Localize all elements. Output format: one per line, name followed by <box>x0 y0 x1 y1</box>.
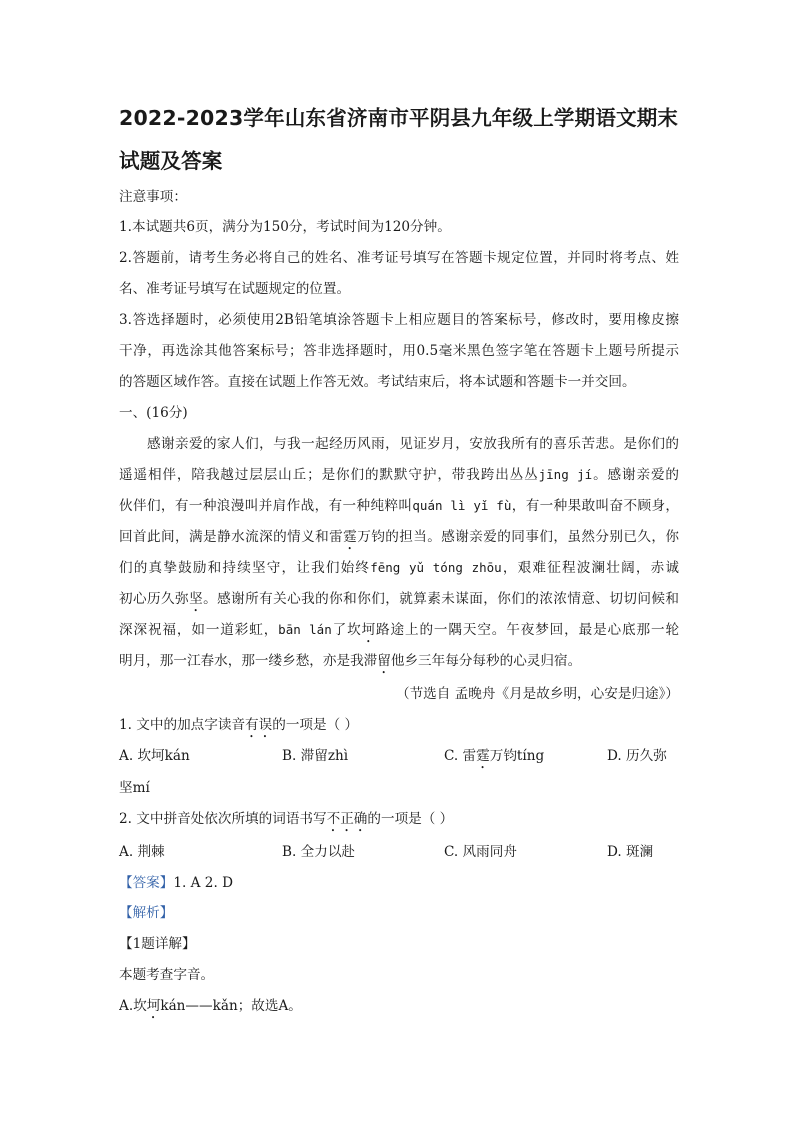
passage-text: 初心历久弥 <box>119 591 190 607</box>
dotted-character: 霆 <box>343 529 358 545</box>
analysis-text: A.坎 <box>119 998 147 1014</box>
pinyin-blank-1: jīng jí <box>538 467 593 482</box>
q2-option-c: C. 风雨同舟 <box>444 844 517 860</box>
passage-line-6 <box>119 589 679 615</box>
dotted-character: 留 <box>377 653 391 669</box>
answer-line <box>119 873 679 893</box>
dotted-emphasis: 有误 <box>245 717 273 733</box>
passage-text: 。感谢亲爱的 <box>592 467 679 483</box>
passage-line-7 <box>119 620 679 646</box>
passage-text: 深深祝福，如一道彩虹， <box>119 622 279 638</box>
question-2-stem <box>119 809 679 835</box>
passage-text: 回首此间，满是静水流深的情义和 <box>119 529 330 545</box>
dotted-character: 坚 <box>189 591 204 607</box>
passage-line-8 <box>119 651 679 677</box>
q2-option-b: B. 全力以赴 <box>282 844 356 860</box>
stem-text: 1. 文中的加点字读音 <box>119 717 246 733</box>
passage-text: 的担当。感谢亲爱的同事们，虽然分别已久，你 <box>385 529 679 545</box>
passage-line-4 <box>119 527 679 553</box>
q1-option-c <box>444 746 544 772</box>
answer-tag: 【答案】 <box>119 875 174 891</box>
option-text: 万钧tíng <box>489 748 545 764</box>
pinyin-blank-3: fēng yǔ tóng zhōu <box>370 560 502 575</box>
passage-text: 路途上的一隅天空。午夜梦回，最是心底那一轮 <box>376 622 679 638</box>
note-item-3-line-3: 的答题区域作答。直接在试题上作答无效。考试结束后，将本试题和答题卡一并交回。 <box>119 374 636 390</box>
analysis-text: kán——kǎn；故选A。 <box>160 998 302 1014</box>
question-1-stem <box>119 715 679 741</box>
stem-text: 的一项是（ ） <box>367 811 454 827</box>
passage-text: 万钧 <box>357 529 386 545</box>
passage-text: 明月，那一江春水，那一缕乡愁，亦是我滞 <box>119 653 378 669</box>
note-item-3-line-1: 3.答选择题时，必须使用2B铅笔填涂答题卡上相应题目的答案标号，修改时，要用橡皮擦 <box>119 312 679 328</box>
option-text: C. 雷 <box>444 748 477 764</box>
note-item-3-line-2: 干净，再选涂其他答案标号；答非选择题时，用0.5毫米黑色签字笔在答题卡上题号所提示 <box>119 343 679 359</box>
analysis-subsection: 【1题详解】 <box>119 936 196 952</box>
document-title-line-1: 2022-2023学年山东省济南市平阴县九年级上学期语文期末 <box>119 106 679 130</box>
passage-text: ，有一种果敢叫奋不顾身， <box>511 498 679 514</box>
stem-text: 的一项是（ ） <box>272 717 359 733</box>
note-item-1: 1.本试题共6页，满分为150分，考试时间为120分钟。 <box>119 219 451 235</box>
passage-line-3 <box>119 496 679 516</box>
passage-text: 了坎 <box>331 622 362 638</box>
q1-option-d-continued: 坚mí <box>119 780 150 796</box>
dotted-emphasis: 不正确 <box>326 811 368 827</box>
q2-option-d: D. 斑澜 <box>607 844 654 860</box>
analysis-tag: 【解析】 <box>119 905 174 921</box>
document-title-line-2: 试题及答案 <box>119 149 223 173</box>
passage-text: 他乡三年每分每秒的心灵归宿。 <box>390 653 582 669</box>
note-item-2-line-1: 2.答题前，请考生务必将自己的姓名、准考证号填写在答题卡规定位置，并同时将考点、姓 <box>119 250 679 266</box>
q1-option-d: D. 历久弥 <box>607 748 667 764</box>
passage-line-5 <box>119 558 679 578</box>
section-heading: 一、(16分) <box>119 405 188 421</box>
dotted-character: 坷 <box>361 622 377 638</box>
pinyin-blank-4: bān lán <box>278 622 332 637</box>
passage-text: 们的真挚鼓励和持续坚守，让我们始终 <box>119 560 371 576</box>
q1-option-a: A. 坎坷kán <box>119 748 190 764</box>
note-item-2-line-2: 名、准考证号填写在试题规定的位置。 <box>119 281 351 297</box>
stem-text: 2. 文中拼音处依次所填的词语书写 <box>119 811 327 827</box>
notes-heading: 注意事项： <box>119 189 187 205</box>
passage-text: 遥遥相伴，陪我越过层层山丘；是你们的默默守护，带我跨出丛丛 <box>119 467 539 483</box>
pinyin-blank-2: quán lì yǐ fù <box>412 498 512 513</box>
q1-option-b: B. 滞留zhì <box>282 748 349 764</box>
answer-text: 1. A 2. D <box>173 875 233 891</box>
passage-source: （节选自 孟晚舟《月是故乡明，心安是归途》） <box>396 686 679 702</box>
passage-line-1: 感谢亲爱的家人们，与我一起经历风雨，见证岁月，安放我所有的喜乐苦悲。是你们的 <box>147 436 679 452</box>
analysis-line-1: 本题考查字音。 <box>119 967 215 983</box>
passage-text: 。感谢所有关心我的你和你们，就算素未谋面，你们的浓浓情意、切切问候和 <box>203 591 679 607</box>
passage-text: 伙伴们，有一种浪漫叫并肩作战，有一种纯粹叫 <box>119 498 413 514</box>
dotted-character: 坷 <box>146 998 161 1014</box>
q2-option-a: A. 荆棘 <box>119 844 165 860</box>
passage-text: 雷 <box>329 529 344 545</box>
dotted-character: 霆 <box>476 748 490 764</box>
analysis-line-2 <box>119 996 679 1022</box>
passage-line-2 <box>119 465 679 485</box>
passage-text: ，艰难征程波澜壮阔，赤诚 <box>501 560 679 576</box>
